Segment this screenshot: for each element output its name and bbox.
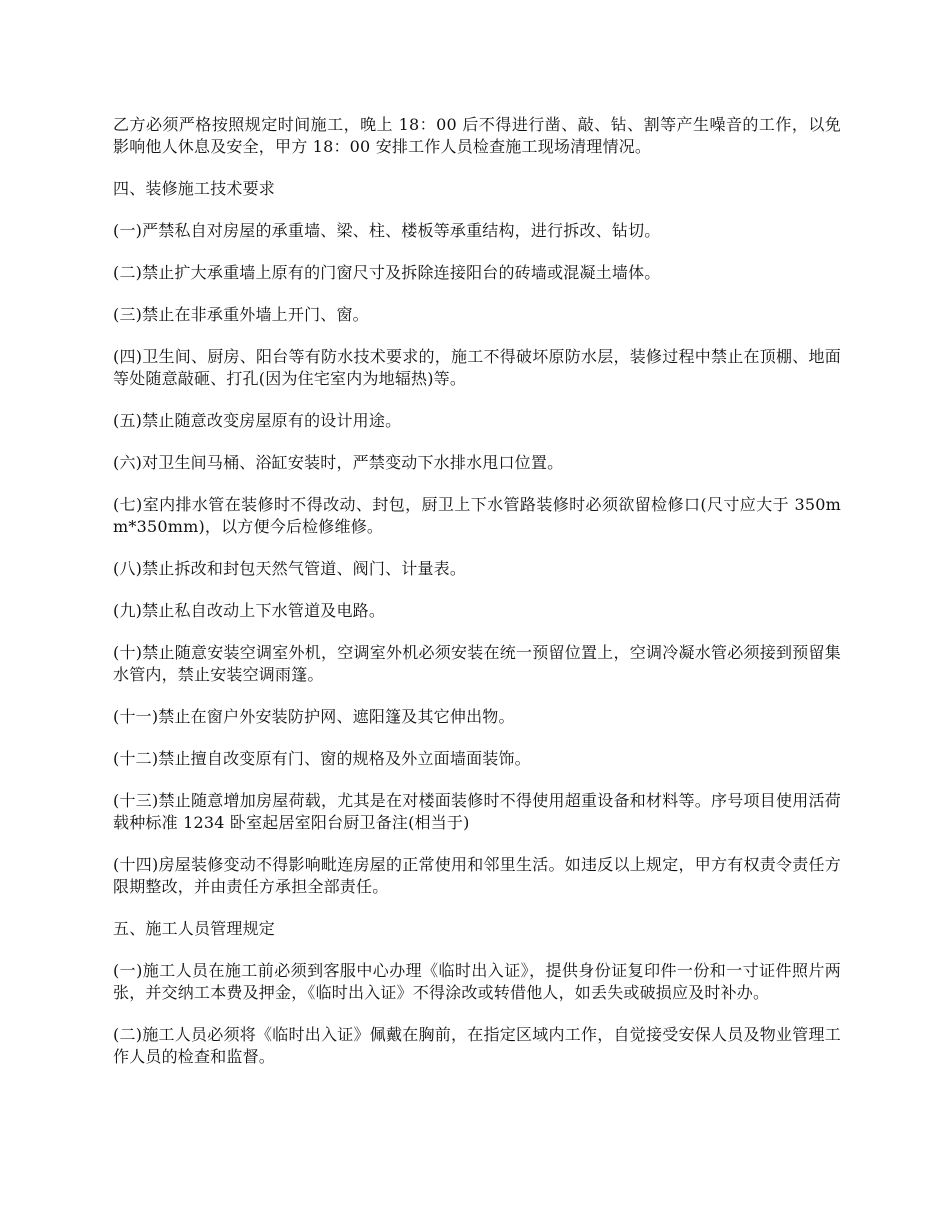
paragraph-item-1: (一)严禁私自对房屋的承重墙、梁、柱、楼板等承重结构，进行拆改、钻切。: [113, 221, 661, 240]
section-heading-technical-requirements: 四、装修施工技术要求: [113, 179, 276, 198]
paragraph-item-3: (三)禁止在非承重外墙上开门、窗。: [113, 305, 369, 324]
paragraph-item-12: (十二)禁止擅自改变原有门、窗的规格及外立面墙面装饰。: [113, 749, 531, 768]
paragraph-item-14: (十四)房屋装修变动不得影响毗连房屋的正常使用和邻里生活。如违反以上规定，甲方有权责令责任方限期整改，并由责任方承担全部责任。: [113, 855, 841, 896]
paragraph-item-4: (四)卫生间、厨房、阳台等有防水技术要求的，施工不得破坏原防水层，装修过程中禁止在顶棚、地面等处随意敲砸、打孔(因为住宅室内为地辐热)等。: [113, 347, 841, 388]
paragraph-staff-item-1: (一)施工人员在施工前必须到客服中心办理《临时出入证》，提供身份证复印件一份和一寸证件照片两张，并交纳工本费及押金，《临时出入证》不得涂改或转借他人，如丢失或破损应及时补办。: [113, 961, 841, 1002]
paragraph-staff-item-2: (二)施工人员必须将《临时出入证》佩戴在胸前，在指定区域内工作，自觉接受安保人员及物业管理工作人员的检查和监督。: [113, 1025, 841, 1066]
paragraph-item-6: (六)对卫生间马桶、浴缸安装时，严禁变动下水排水甩口位置。: [113, 453, 564, 472]
paragraph-item-9: (九)禁止私自改动上下水管道及电路。: [113, 601, 386, 620]
paragraph-item-10: (十)禁止随意安装空调室外机，空调室外机必须安装在统一预留位置上，空调冷凝水管必须接到预留集水管内，禁止安装空调雨篷。: [113, 643, 841, 684]
paragraph-item-13: (十三)禁止随意增加房屋荷载，尤其是在对楼面装修时不得使用超重设备和材料等。序号项目使用活荷载种标准 1234 卧室起居室阳台厨卫备注(相当于): [113, 791, 841, 832]
paragraph-item-2: (二)禁止扩大承重墙上原有的门窗尺寸及拆除连接阳台的砖墙或混凝土墙体。: [113, 263, 661, 282]
paragraph-work-hours: 乙方必须严格按照规定时间施工，晚上 18：00 后不得进行凿、敲、钻、割等产生噪音的工作，以免影响他人休息及安全，甲方 18：00 安排工作人员检查施工现场清理情况。: [113, 115, 841, 156]
paragraph-item-5: (五)禁止随意改变房屋原有的设计用途。: [113, 411, 402, 430]
paragraph-item-8: (八)禁止拆改和封包天然气管道、阀门、计量表。: [113, 559, 467, 578]
paragraph-item-11: (十一)禁止在窗户外安装防护网、遮阳篷及其它伸出物。: [113, 707, 515, 726]
section-heading-staff-management: 五、施工人员管理规定: [113, 919, 276, 938]
paragraph-item-7: (七)室内排水管在装修时不得改动、封包，厨卫上下水管路装修时必须欲留检修口(尺寸应大于 350mm*350mm)，以方便今后检修维修。: [113, 495, 841, 536]
document-page: [113, 114, 841, 1088]
